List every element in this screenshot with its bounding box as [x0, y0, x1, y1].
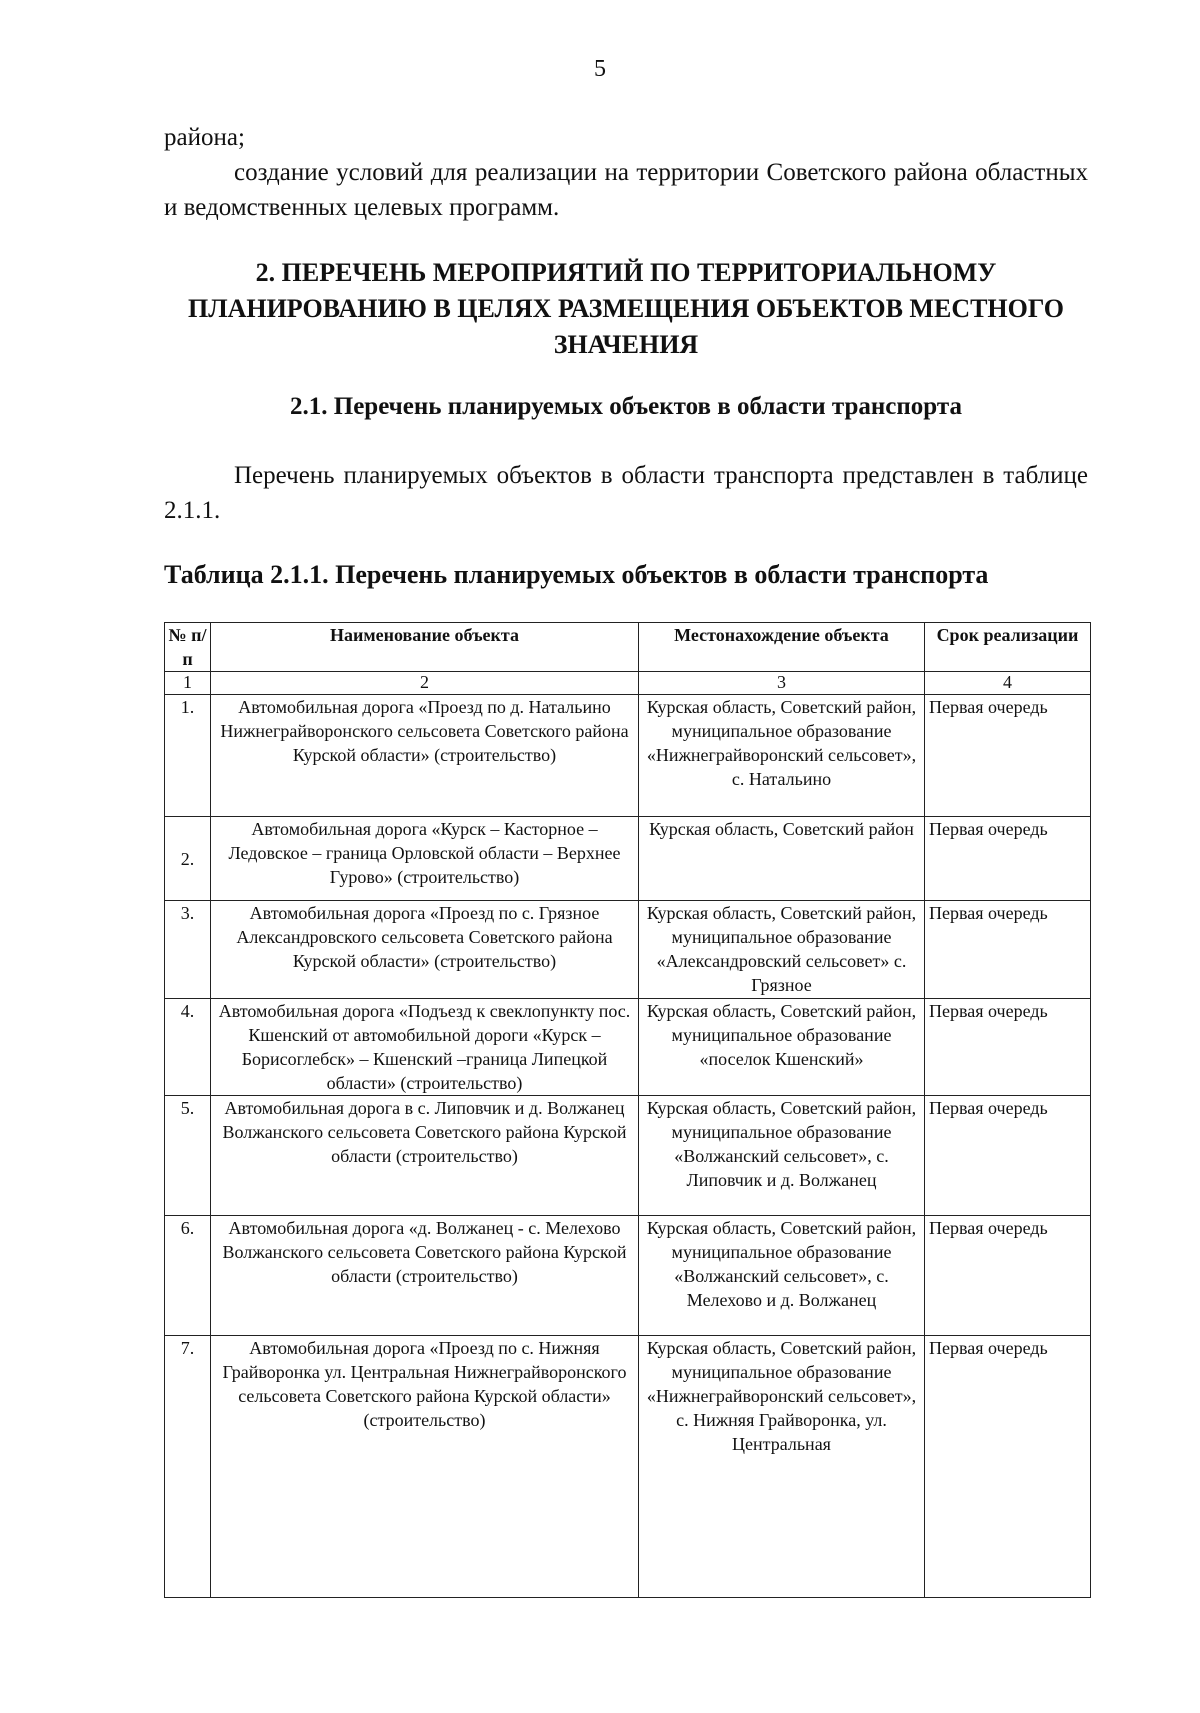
table-header-row: [165, 623, 1091, 672]
row-location: Курская область, Советский район, муниципальное образование «Нижнеграйворонский сельсовет», с. Нижняя Грайворонка, ул. Центральная: [639, 1336, 925, 1598]
row-name: Автомобильная дорога в с. Липовчик и д. Волжанец Волжанского сельсовета Советского района Курской области (строительство): [211, 1096, 639, 1216]
col-number: 4: [925, 672, 1091, 695]
row-location: Курская область, Советский район, муниципальное образование «Волжанский сельсовет», с. Липовчик и д. Волжанец: [639, 1096, 925, 1216]
table-row: [165, 1096, 1091, 1216]
row-num: 6.: [165, 1216, 211, 1336]
col-number: 1: [165, 672, 211, 695]
column-numbers-row: [165, 672, 1091, 695]
row-name: Автомобильная дорога «Подъезд к свеклопункту пос. Кшенский от автомобильной дороги «Курск – Борисоглебск» – Кшенский –граница Липецкой области» (строительство): [211, 999, 639, 1096]
subsection-title: 2.1. Перечень планируемых объектов в области транспорта: [290, 393, 962, 420]
intro-line: района;: [164, 124, 245, 151]
row-location: Курская область, Советский район, муниципальное образование «Нижнеграйворонский сельсовет», с. Натальино: [639, 695, 925, 817]
transport-objects-table: [164, 622, 1091, 1598]
row-name: Автомобильная дорога «Проезд по с. Нижняя Грайворонка ул. Центральная Нижнеграйворонского сельсовета Советского района Курской области» (строительство): [211, 1336, 639, 1598]
intro-paragraph: создание условий для реализации на территории Советского района областных и ведомственных целевых программ.: [164, 159, 1088, 221]
row-num: 2.: [165, 817, 211, 901]
row-location: Курская область, Советский район, муниципальное образование «поселок Кшенский»: [639, 999, 925, 1096]
row-num: 3.: [165, 901, 211, 999]
row-num: 4.: [165, 999, 211, 1096]
header-name: Наименование объекта: [211, 623, 639, 672]
row-term: Первая очередь: [925, 1096, 1091, 1216]
section-title: 2. ПЕРЕЧЕНЬ МЕРОПРИЯТИЙ ПО ТЕРРИТОРИАЛЬНОМУ ПЛАНИРОВАНИЮ В ЦЕЛЯХ РАЗМЕЩЕНИЯ ОБЪЕКТОВ МЕСТНОГО ЗНАЧЕНИЯ: [187, 258, 1064, 359]
header-num: № п/п: [165, 623, 211, 672]
row-name: Автомобильная дорога «д. Волжанец - с. Мелехово Волжанского сельсовета Советского района Курской области (строительство): [211, 1216, 639, 1336]
table-row: [165, 1336, 1091, 1598]
row-term: Первая очередь: [925, 999, 1091, 1096]
row-term: Первая очередь: [925, 901, 1091, 999]
row-term: Первая очередь: [925, 817, 1091, 901]
row-num: 1.: [165, 695, 211, 817]
page-number: 5: [594, 56, 606, 82]
row-term: Первая очередь: [925, 1216, 1091, 1336]
section-paragraph: Перечень планируемых объектов в области транспорта представлен в таблице 2.1.1.: [164, 462, 1088, 524]
table-row: [165, 1216, 1091, 1336]
row-location: Курская область, Советский район: [639, 817, 925, 901]
header-term: Срок реализации: [925, 623, 1091, 672]
row-name: Автомобильная дорога «Курск – Касторное – Ледовское – граница Орловской области – Верхнее Гурово» (строительство): [211, 817, 639, 901]
table-row: [165, 695, 1091, 817]
row-location: Курская область, Советский район, муниципальное образование «Александровский сельсовет» с. Грязное: [639, 901, 925, 999]
row-name: Автомобильная дорога «Проезд по д. Натальино Нижнеграйворонского сельсовета Советского района Курской области» (строительство): [211, 695, 639, 817]
row-location: Курская область, Советский район, муниципальное образование «Волжанский сельсовет», с. Мелехово и д. Волжанец: [639, 1216, 925, 1336]
header-location: Местонахождение объекта: [639, 623, 925, 672]
row-name: Автомобильная дорога «Проезд по с. Грязное Александровского сельсовета Советского района Курской области» (строительство): [211, 901, 639, 999]
col-number: 2: [211, 672, 639, 695]
row-num: 5.: [165, 1096, 211, 1216]
table-row: [165, 817, 1091, 901]
table-row: [165, 999, 1091, 1096]
col-number: 3: [639, 672, 925, 695]
row-term: Первая очередь: [925, 1336, 1091, 1598]
row-term: Первая очередь: [925, 695, 1091, 817]
table-row: [165, 901, 1091, 999]
row-num: 7.: [165, 1336, 211, 1598]
table-caption: Таблица 2.1.1. Перечень планируемых объектов в области транспорта: [164, 560, 989, 589]
